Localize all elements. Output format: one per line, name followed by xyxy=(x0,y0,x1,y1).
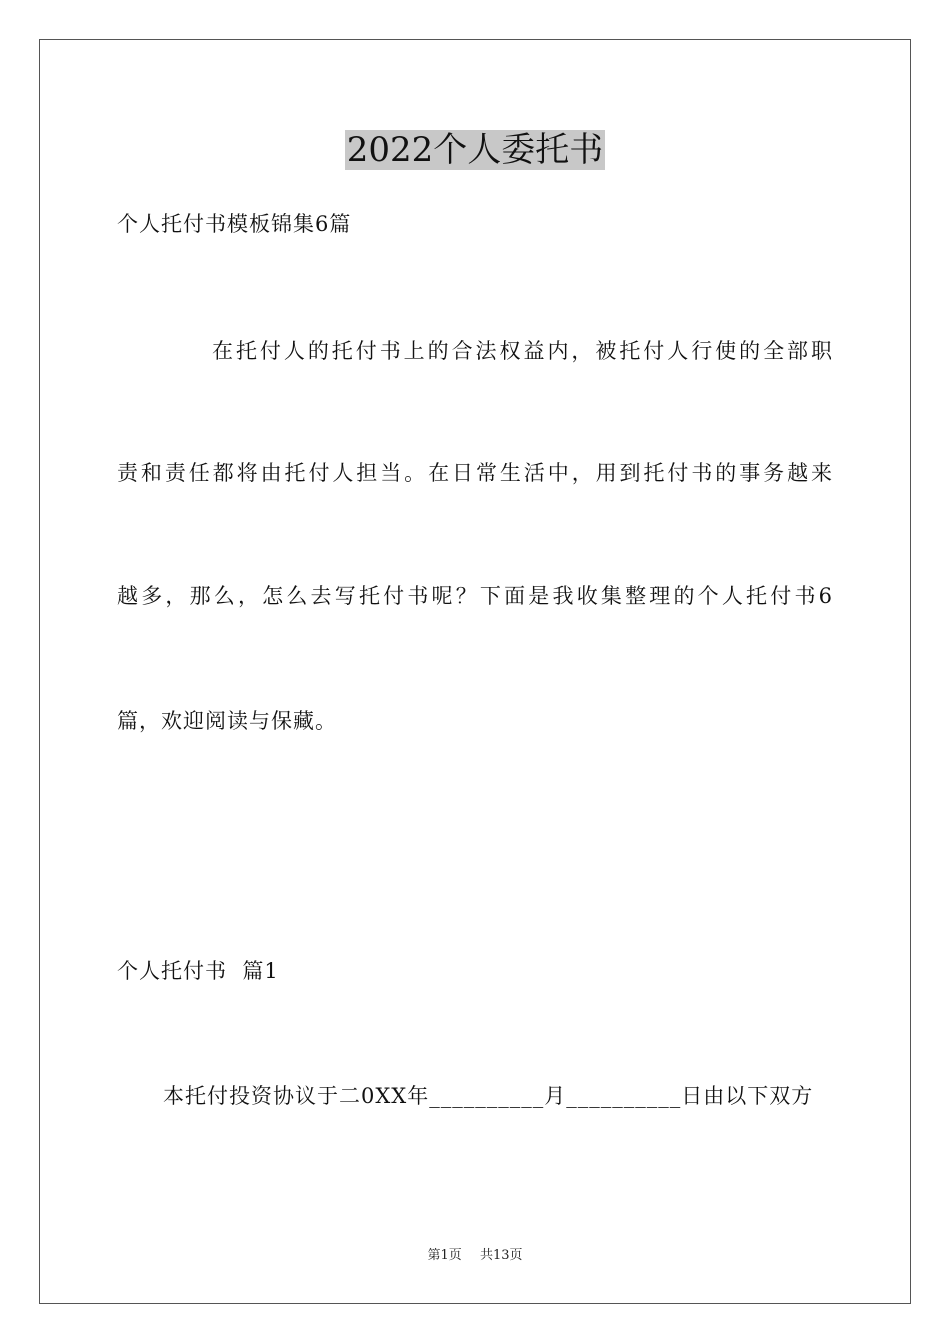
document-subtitle: 个人托付书模板锦集6篇 xyxy=(117,212,352,236)
section-first-line: 本托付投资协议于二0XX年__________月__________日由以下双方 xyxy=(163,1084,814,1108)
document-title-text: 2022个人委托书 xyxy=(346,130,604,170)
page-number: 第1页 xyxy=(427,1248,462,1263)
paragraph-line-4: 篇，欢迎阅读与保藏。 xyxy=(117,709,337,733)
paragraph-line-2: 责和责任都将由托付人担当。在日常生活中，用到托付书的事务越来 xyxy=(117,461,833,485)
document-title xyxy=(0,128,950,172)
paragraph-line-1: 在托付人的托付书上的合法权益内，被托付人行使的全部职 xyxy=(212,339,833,363)
section-heading: 个人托付书 篇1 xyxy=(117,959,279,983)
paragraph-line-3: 越多，那么，怎么去写托付书呢？下面是我收集整理的个人托付书6 xyxy=(117,584,833,608)
page-footer xyxy=(0,1246,950,1266)
page-total: 共13页 xyxy=(479,1248,523,1263)
